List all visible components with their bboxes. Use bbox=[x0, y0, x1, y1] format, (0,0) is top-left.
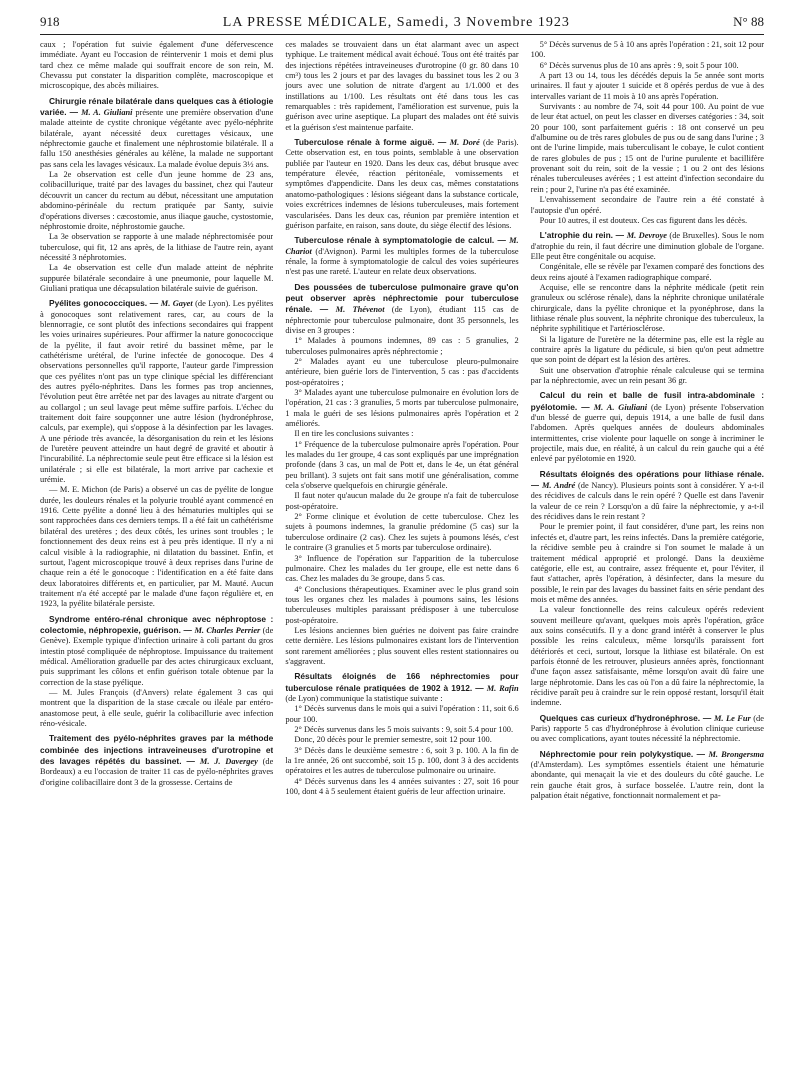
section-paragraph bbox=[40, 96, 273, 170]
body-paragraph: 6° Décès survenus plus de 10 ans après : 9, soit 5 pour 100. bbox=[539, 60, 739, 70]
section-body: (de Paris). Cette observation est, en tous points, semblable à une observation publiée par l'auteur en 1920. Dans les deux cas, début brusque avec température élevée, réaction péritonéale, vomissements et symptômes d'appendicite. Dans les deux cas, mêmes constatations anatomo-pathologiques : lésions siégeant dans la substance corticale, voies excrétrices indemnes de lésions tuberculeuses, mais fortement vascularisées. Dans les deux cas, réunion par première intention et guérison parfaite, en raison, sans doute, du siège électif des lésions. bbox=[285, 138, 519, 230]
section-paragraph bbox=[531, 230, 764, 262]
body-paragraph: 1° Décès survenus dans le mois qui a suivi l'opération : 11, soit 6.6 pour 100. bbox=[285, 704, 519, 724]
body-paragraph: Survivants : au nombre de 74, soit 44 pour 100. Au point de vue de leur état actuel, on peut les classer en diverses catégories : 34, soit 20 pour 100, sont parfaitement guéris : 18 ont conservé un peu d'albumine ou de très rares globules de pus ou de sang dans l'urine ; 3 ont de l'urine limpide, mais tuberculisant le cobaye, le culot contient de rares globules de pus ; 15 ont de l'urine purulente et bacillifère provenant soit du rein, soit de la vessie ; 1 ou 2 ont des lésions rénales tuberculeuses avérées ; 1 est atteint d'infection secondaire du rein ; pour 2, l'urine n'a pas été examinée. bbox=[530, 102, 764, 194]
section-paragraph bbox=[531, 390, 764, 464]
body-paragraph: Congénitale, elle se révèle par l'examen comparé des fonctions des deux reins ajouté à l'examen radiographique comparé. bbox=[530, 262, 764, 282]
section-heading: L'atrophie du rein. — bbox=[539, 230, 627, 241]
body-paragraph: A part 13 ou 14, tous les décédés depuis la 5e année sont morts urinaires. Il faut y ajouter 1 suicide et 8 opérés perdus de vue à des intervalles variant de 11 mois à 10 ans après l'opération. bbox=[530, 71, 764, 101]
section-heading: Tuberculose rénale à symptomatologie de calcul. — bbox=[294, 235, 510, 246]
column-2 bbox=[285, 40, 518, 1080]
body-paragraph: L'envahissement secondaire de l'autre rein a été constaté à l'autopsie d'un opéré. bbox=[530, 195, 764, 215]
section-body: (de Bordeaux) a eu l'occasion de traiter 11 cas de pyélo-néphrites graves d'origine colibacillaire dont 3 de la grossesse. Certains de bbox=[40, 757, 274, 787]
section-paragraph bbox=[531, 469, 764, 523]
section-heading: Tuberculose rénale à forme aiguë. — bbox=[294, 137, 450, 148]
section-body: (de Lyon). Les pyélites à gonocoques sont relativement rares, car, au cours de la blennorragie, ce sont plutôt des infections secondaires qui frappent les voies urinaires supérieures. Pour affirmer la nature gonococcique de la pyélite, il faut avoir retiré du bassinet même, par le cathétérisme urétéral, de l'urine infectée de gonocoque. Des 4 observations personnelles qu'il rapporte, l'auteur garde l'impression que ces pyélites n'ont pas un type clinique spécial les différenciant des autres pyélo-néphrites. Dans les formes pas trop anciennes, l'évolution peut être arrêtée net par des lavages au nitrate d'argent ou au collargol ; un seul lavage peut même suffire parfois. L'échec du traitement doit faire soupçonner une autre lésion (hydronéphrose, calculs, par exemple), qui s'oppose à la désinfection par les lavages. A une période très avancée, la désorganisation du rein et les lésions de l'uretère peuvent atteindre un haut degré de gravité et aboutir à l'incurabilité. La néphrectomie seule peut être efficace si la lésion est unilatérale ; si elle est bilatérale, la mort arrive par cachexie et urémie. bbox=[40, 299, 274, 485]
section-body: présente une première observation d'une malade atteinte de cystite chronique végétante avec pyélo-néphrite bilatérale, ayant nécessité deux curettages vésicaux, une néphrectomie gauche et finalement une néphrostomie bilatérale. Il a fallu 150 anesthésies générales au kélène, la malade ne supportant pas sans cela les lavages vésicaux. La malade évolue depuis 3½ ans. bbox=[40, 108, 274, 169]
body-paragraph: 2° Malades ayant eu une tuberculose pleuro-pulmonaire antérieure, bien guérie lors de l'intervention, 5 cas : pas d'accidents post-opératoires ; bbox=[285, 356, 519, 387]
section-heading: Pyélites gonococciques. — bbox=[49, 298, 161, 309]
body-paragraph: ces malades se trouvaient dans un état alarmant avec un aspect typhique. Le traitement médical avait échoué. Tous ont été traités par des injections répétées intraveineuses d'urotropine (0 gr. 80 dans 10 cm³) tous les 2 jours et par des lavages du bassinet tous les 2 ou 3 jours avec une solution de nitrate d'argent au 1/1.000 et des instillations au 1/100. Les résultats ont été dans tous les cas remarquables : très rapidement, l'amélioration est survenue, puis la guérison avec urine aseptique. La plupart des malades ont été suivis et la guérison s'est maintenue parfaite. bbox=[285, 40, 519, 132]
section-paragraph bbox=[285, 282, 518, 337]
section-body: (de Lyon) communique la statistique suivante : bbox=[285, 693, 443, 703]
body-paragraph: 4° Conclusions thérapeutiques. Examiner avec le plus grand soin tous les organes chez les malades à poumons sains, les lésions tuberculeuses multiples paraissant prédisposer à une tuberculose post-opératoire. bbox=[285, 584, 519, 625]
section-paragraph bbox=[531, 713, 764, 745]
section-heading: Syndrome entéro-rénal chronique avec néphroptose : colectomie, néphropexie, guérison. — bbox=[40, 613, 274, 635]
section-paragraph bbox=[285, 137, 518, 231]
body-paragraph: 1° Fréquence de la tuberculose pulmonaire après l'opération. Pour les malades du 1er groupe, 4 cas sont expliqués par une imprégnation profonde (dans 3 cas, un mal de Pott et, dans le 4e, un état général peu brillant). 3 sujets ont fait sans motif une généralisation, comme cela s'observe quelquefois en chirurgie générale. bbox=[285, 439, 519, 491]
author-name: M. André bbox=[541, 481, 576, 491]
section-paragraph bbox=[40, 298, 273, 485]
section-body: (de Lyon), étudiant 115 cas de néphrectomie pour tuberculose pulmonaire, dont 35 personnels, les divise en 3 groupes : bbox=[285, 305, 519, 335]
section-paragraph bbox=[40, 733, 273, 788]
journal-title: LA PRESSE MÉDICALE, Samedi, 3 Novembre 1923 bbox=[222, 15, 570, 30]
author-name: M. Doré bbox=[449, 138, 480, 148]
body-paragraph: 4° Décès survenus dans les 4 années suivantes : 27, soit 16 pour 100, dont 4 à 5 seulement étaient guéris de leur affection urinaire. bbox=[285, 776, 519, 797]
author-name: M. A. Giuliani bbox=[81, 108, 133, 118]
body-paragraph: — M. Jules François (d'Anvers) relate également 3 cas qui montrent que la disparition de la stase cæcale ou iléale par entéro-anastomose peut, à elle seule, guérir la colibacillurie avec infection réno-vésicale. bbox=[40, 687, 274, 728]
body-paragraph: 2° Décès survenus dans les 5 mois suivants : 9, soit 5.4 pour 100. bbox=[294, 725, 514, 734]
body-paragraph: Les lésions anciennes bien guéries ne doivent pas faire craindre cette dernière. Les lésions pulmonaires existant lors de l'intervention sont rarement améliorées ; plus souvent elles restent stationnaires ou s'aggravent. bbox=[285, 625, 519, 666]
section-paragraph bbox=[285, 235, 518, 277]
section-heading: Chirurgie rénale bilatérale dans quelques cas à étiologie variée. — bbox=[40, 95, 274, 118]
section-body: (de Nancy). Plusieurs points sont à considérer. Y a-t-il des récidives de calculs dans le rein opéré ? Quelle est dans l'avenir la valeur de ce rein ? Lorsqu'on a dû faire la néphrectomie, y a-t-il des récidives dans le rein restant ? bbox=[530, 481, 764, 522]
body-paragraph: Acquise, elle se rencontre dans la néphrite médicale (petit rein granuleux ou sclérose rénale), dans la néphrite chronique unilatérale chirurgicale, dans la pyélite chronique et la pyonéphrose, dans la lithiase rénale plus souvent, la néphrite chronique des tuberculeux, la néphrite syphilitique et l'artériosclérose. bbox=[530, 282, 764, 334]
body-paragraph: La 2e observation est celle d'un jeune homme de 23 ans, colibacillurique, traité par des lavages du bassinet, chez qui l'auteur découvrit un cancer du rectum au début, nécessitant une amputation abdomino-périnéale du rectum pratiquée par Santy, suivie d'opérations diverses : cæcostomie, anus iliaque gauche, cystostomie, néphrostomie droite, néphrostomie gauche. bbox=[40, 170, 274, 231]
section-heading: Résultats éloignés de 166 néphrectomies pour tuberculose rénale pratiquées de 1902 à 1912. — bbox=[285, 671, 519, 693]
section-body: (de Lyon) présente l'observation d'un blessé de guerre qui, depuis 1914, a une balle de fusil dans l'abdomen. Après quelques années de douleurs abdominales intermittentes, crise violente pour laquelle on songe à incriminer le projectile, mais due, en réalité, à un calcul du rein gauche qui a été enlevé par pyélotomie en 1920. bbox=[530, 402, 764, 464]
author-name: M. Thévenot bbox=[335, 305, 385, 315]
author-name: M. Chariot bbox=[285, 236, 519, 256]
body-paragraph: Pour 10 autres, il est douteux. Ces cas figurent dans les décès. bbox=[539, 215, 748, 225]
author-name: M. Brongersma bbox=[708, 749, 764, 759]
body-paragraph: 3° Malades ayant une tuberculose pulmonaire en évolution lors de l'opération, 21 cas : 3 granulies, 5 morts par tuberculose pulmonaire, 1 mala le guéri de ses lésions pulmonaires après l'opération et 2 améliorés. bbox=[285, 388, 519, 429]
section-body: (d'Amsterdam). Les symptômes essentiels étaient une hématurie abondante, qui menaçait la vie et des douleurs du côté gauche. Le rein gauche était gros, à surface bosselée. L'autre rein, dont la palpation était négative, fonctionnait normalement et pa- bbox=[530, 760, 764, 801]
body-paragraph: La 4e observation est celle d'un malade atteint de néphrite suppurée bilatérale secondaire à une pneumonie, pour laquelle M. Giuliani pratiqua une décapsulation bilatérale suivie de guérison. bbox=[40, 263, 274, 293]
section-body: (de Bruxelles). Sous le nom d'atrophie du rein, il faut décrire une diminution globale de l'organe. Elle peut être congénitale ou acquise. bbox=[530, 231, 764, 261]
section-heading: Quelques cas curieux d'hydronéphrose. — bbox=[539, 712, 714, 723]
body-paragraph: 2° Forme clinique et évolution de cette tuberculose. Chez les sujets à poumons indemnes, la granulie prédomine (5 cas) sur la tuberculose ordinaire (2 cas). Chez les sujets à poumons lésés, c'est le contraire (3 granulies et 5 morts par tuberculose ordinaire). bbox=[285, 512, 519, 553]
body-paragraph: 1° Malades à poumons indemnes, 89 cas : 5 granulies, 2 tuberculoses pulmonaires après néphrectomie ; bbox=[285, 336, 519, 356]
body-paragraph: Pour le premier point, il faut considérer, d'une part, les reins non infectés et, d'autre part, les reins infectés. Dans la première catégorie, la récidive semble peu à craindre si l'on soumet le malade à un traitement médical approprié et prolongé. Dans la deuxième catégorie, elle est, au contraire, assez fréquente et, pour l'éviter, il faut s'attacher, après l'opération, à désinfecter, dans la mesure du possible, le rein par des lavages du bassinet faits en série pendant des mois et même des années. bbox=[530, 522, 764, 604]
body-paragraph: Si la ligature de l'uretère ne la détermine pas, elle est la règle au contraire après la ligature du pédicule, si bien qu'on peut admettre que son point de départ est la lésion des artères. bbox=[530, 334, 764, 365]
body-paragraph: caux ; l'opération fut suivie également d'une défervescence immédiate. Ayant eu l'occasion de réintervenir 1 mois et demi plus tard chez ce même malade qui souffrait encore de son rein, M. Chevassu put constater la disparition complète, macroscopique et microscopique, des abcès miliaires. bbox=[40, 40, 274, 91]
author-name: M. Charles Perrier bbox=[194, 625, 261, 635]
body-paragraph: 3° Décès dans le deuxième semestre : 6, soit 3 p. 100. A la fin de la 1re année, 26 ont succombé, soit 15 p. 100, dont 3 à des accidents opératoires et les autres de tuberculose pulmonaire ou urinaire. bbox=[285, 745, 519, 776]
body-paragraph: Il en tire les conclusions suivantes : bbox=[294, 429, 414, 439]
section-heading: Résultats éloignés des opérations pour lithiase rénale. — bbox=[530, 468, 764, 491]
author-name: M. Gayet bbox=[160, 299, 193, 309]
column-3 bbox=[531, 40, 764, 1080]
body-paragraph: — M. E. Michon (de Paris) a observé un cas de pyélite de longue durée, les douleurs rénales et la polyurie troublé ayant commencé en 1916. Cette pyélite a donné lieu à des hématuries multiples qui se sont rapprochées dans ces derniers temps. Il a été fait un cathétérisme bilatéral des uretères ; des deux côtés, les urines sont troubles ; le fonctionnement des deux reins est à peu près identique. Il n'y a ni calcul visible à la radiographie, ni dilatation du bassinet. Enfin, et surtout, l'agent microscopique trouvé à deux reprises dans l'urine de chaque rein a été le gonocoque : l'identification en a été faite dans deux laboratoires différents et, en particulier, par M. Mauté. Aucun traitement n'a été accepté par le malade d'une façon régulière et, en 1923, la pyélite bilatérale persiste. bbox=[40, 485, 274, 609]
section-paragraph bbox=[40, 614, 273, 688]
column-1 bbox=[40, 40, 273, 1080]
body-paragraph: 5° Décès survenus de 5 à 10 ans après l'opération : 21, soit 12 pour 100. bbox=[530, 40, 764, 60]
section-heading: Calcul du rein et balle de fusil intra-abdominale : pyélotomie. — bbox=[530, 390, 764, 412]
body-paragraph: La 3e observation se rapporte à une malade néphrectomisée pour tuberculose, qui fit, 12 ans après, de la lithiase de l'autre rein, ayant nécessité 3 néphrotomies. bbox=[40, 232, 274, 262]
body-paragraph: La valeur fonctionnelle des reins calculeux opérés redevient souvent meilleure qu'avant, quelques mois après l'opération, grâce aux soins consécutifs. Il y a donc grand intérêt à conserver le plus possible les reins calculeux, même lorsqu'ils paraissent fort détériorés et ceci, surtout, lorsque la lithiase est bilatérale. On est parfois étonné de les retrouver, plusieurs années après, fonctionnant d'une façon assez satisfaisante, même lorsqu'on avait dû faire une large néphrotomie. Dans les cas où l'on a dû faire la néphrectomie, la récidive paraît peu à craindre sur le rein opposé restant, lorsqu'il était indemne. bbox=[530, 605, 764, 708]
section-body: (de Genève). Exemple typique d'infection urinaire à coli partant du gros intestin ptosé compliquée de néphroptose. Impuissance du traitement médical. Amélioration graduelle par des actes chirurgicaux excluant, puis supprimant les côlons et enfin guérison totale obtenue par la correction de la stase pyélique. bbox=[40, 625, 274, 687]
issue-number: N° 88 bbox=[733, 14, 764, 29]
section-body: (d'Avignon). Parmi les multiples formes de la tuberculose rénale, la forme à symptomatologie de calcul des voies supérieures n'est pas une rareté. L'auteur en relate deux observations. bbox=[285, 246, 519, 277]
author-name: M. Rafin bbox=[486, 683, 519, 693]
section-heading: Néphrectomie pour rein polykystique. — bbox=[539, 748, 709, 759]
body-paragraph: Donc, 20 décès pour le premier semestre, soit 12 pour 100. bbox=[294, 735, 492, 745]
text-columns bbox=[40, 40, 764, 1080]
section-paragraph bbox=[285, 671, 518, 704]
body-paragraph: 3° Influence de l'opération sur l'apparition de la tuberculose pulmonaire. Chez les malades du 1er groupe, elle est nette dans 6 cas. Chez les malades du 3e groupe, dans 5 cas. bbox=[285, 553, 519, 584]
author-name: M. Devroye bbox=[626, 231, 668, 241]
page-header bbox=[40, 14, 764, 35]
body-paragraph: Il faut noter qu'aucun malade du 2e groupe n'a fait de tuberculose post-opératoire. bbox=[285, 491, 519, 511]
page-number: 918 bbox=[40, 14, 60, 29]
body-paragraph: Suit une observation d'atrophie rénale calculeuse qui se termina par la néphrectomie, avec un rein pesant 36 gr. bbox=[530, 365, 764, 385]
section-paragraph bbox=[531, 749, 764, 802]
section-heading: Traitement des pyélo-néphrites graves par la méthode combinée des injections intraveineuses d'urotropine et des lavages répétés du bassinet. — bbox=[40, 733, 274, 767]
section-body: (de Paris) rapporte 5 cas d'hydronéphrose à évolution clinique curieuse ou avec complications, ayant toutes nécessité la néphrectomie. bbox=[530, 713, 764, 744]
author-name: M. Le Fur bbox=[713, 713, 751, 723]
author-name: M. J. Davergey bbox=[199, 757, 258, 767]
author-name: M. A. Giuliani bbox=[593, 402, 648, 412]
section-heading: Des poussées de tuberculose pulmonaire grave qu'on peut observer après néphrectomie pour tuberculose rénale. — bbox=[285, 281, 519, 315]
